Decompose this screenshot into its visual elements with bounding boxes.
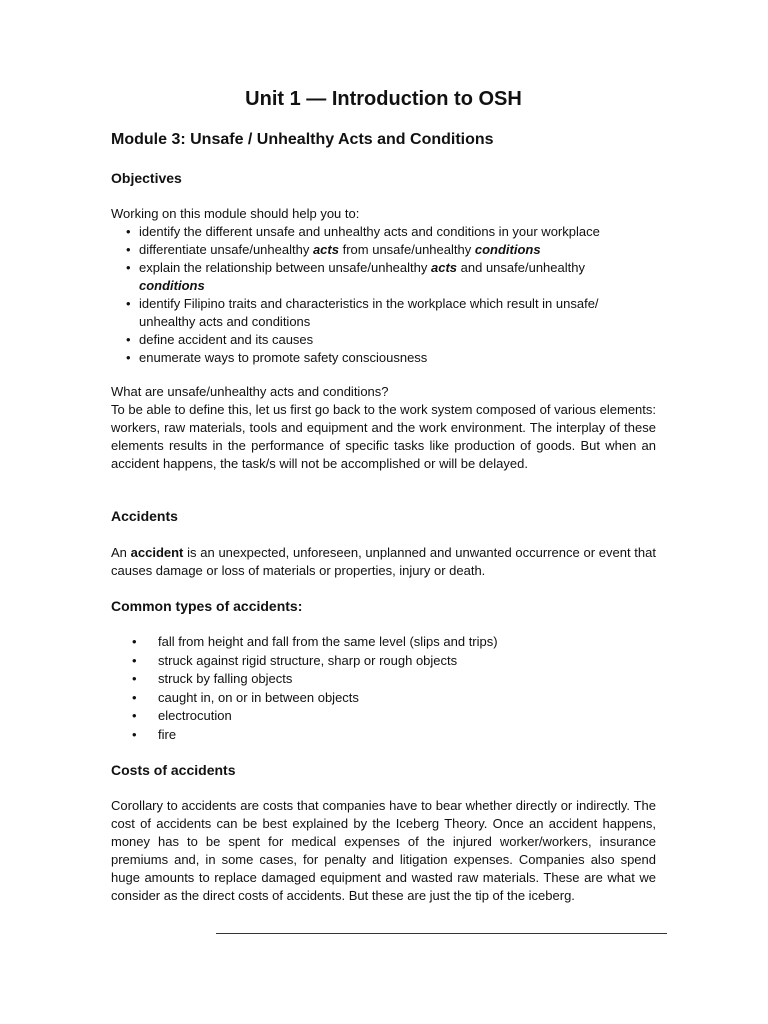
list-item: • struck against rigid structure, sharp or rough objects: [111, 652, 656, 671]
list-item-text: from unsafe/unhealthy: [338, 242, 475, 257]
list-item-text: identify the different unsafe and unhealthy acts and conditions in your workplace: [139, 224, 600, 239]
objectives-list: [111, 223, 656, 367]
emphasis-acts: acts: [431, 260, 458, 275]
list-item: [111, 223, 656, 241]
list-item-text: define accident and its causes: [139, 332, 314, 347]
list-item: • struck by falling objects: [111, 670, 656, 689]
list-item-text: explain the relationship between unsafe/unhealthy: [139, 260, 431, 275]
common-types-heading: Common types of accidents:: [111, 598, 303, 614]
list-item: [111, 241, 656, 259]
list-item: [111, 295, 656, 331]
definition-text: is an unexpected, unforeseen, unplanned and unwanted occurrence or event that causes damage or loss of materials or properties, injury or death.: [111, 545, 656, 578]
question-line: What are unsafe/unhealthy acts and conditions?: [111, 384, 389, 399]
list-item-text: identify Filipino traits and characteristics in the workplace which result in unsafe/ unhealthy acts and conditions: [139, 296, 599, 329]
list-item: [111, 331, 656, 349]
list-item-text: differentiate unsafe/unhealthy: [139, 242, 313, 257]
definition-prefix: An: [111, 545, 131, 560]
emphasis-acts: acts: [312, 242, 339, 257]
list-item-text: enumerate ways to promote safety consciousness: [139, 350, 428, 365]
objectives-section: [111, 205, 656, 367]
list-item: [111, 259, 656, 295]
emphasis-conditions: conditions: [474, 242, 541, 257]
costs-paragraph: Corollary to accidents are costs that companies have to bear whether directly or indirectly. The cost of accidents can be best explained by the Iceberg Theory. Once an accident happens, money has to be spent for medical expenses of the injured worker/workers, insurance premiums and, in some cases, for penalty and litigation expenses. Companies also spend huge amounts to replace damaged equipment and wasted raw materials. These are what we consider as the direct costs of accidents. But these are just the tip of the iceberg.: [111, 798, 656, 903]
list-item: • fall from height and fall from the same level (slips and trips): [111, 633, 656, 652]
intro-paragraph: To be able to define this, let us first go back to the work system composed of various elements: workers, raw materials, tools and equipment and the work environment. The interplay of these elements results in the performance of specific tasks like production of goods. But when an accident happens, the task/s will not be accomplished or will be delayed.: [111, 402, 656, 471]
list-item: • caught in, on or in between objects: [111, 689, 656, 708]
list-item: • electrocution: [111, 707, 656, 726]
list-item-text: and unsafe/unhealthy: [457, 260, 585, 275]
objectives-intro: Working on this module should help you to:: [111, 206, 360, 221]
page-title: Unit 1 — Introduction to OSH: [245, 88, 522, 110]
emphasis-conditions: conditions: [139, 278, 205, 293]
accidents-heading: Accidents: [111, 508, 178, 524]
costs-heading: Costs of accidents: [111, 762, 236, 778]
list-item: • fire: [111, 726, 656, 745]
objectives-heading: Objectives: [111, 170, 182, 186]
list-item: [111, 349, 656, 367]
module-title: Module 3: Unsafe / Unhealthy Acts and Conditions: [111, 131, 494, 148]
accident-definition: [111, 544, 656, 580]
accident-term: accident: [130, 545, 184, 560]
footnote-divider: [216, 933, 667, 934]
accident-types-list: [111, 633, 656, 745]
